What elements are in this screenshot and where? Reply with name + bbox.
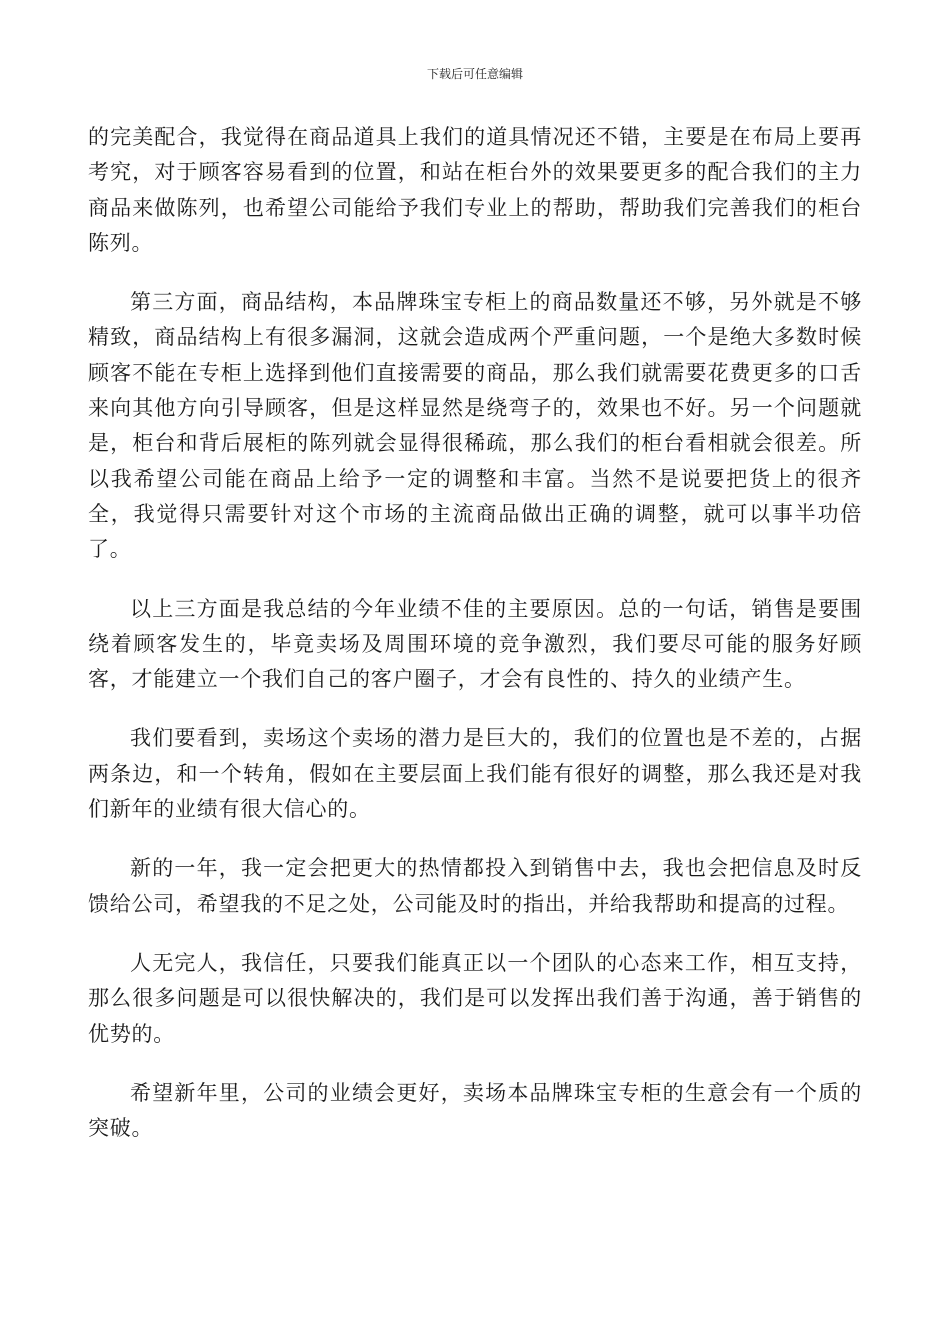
paragraph: 新的一年，我一定会把更大的热情都投入到销售中去，我也会把信息及时反馈给公司，希望我的不足之处，公司能及时的指出，并给我帮助和提高的过程。 bbox=[88, 856, 862, 916]
paragraph: 以上三方面是我总结的今年业绩不佳的主要原因。总的一句话，销售是要围绕着顾客发生的，毕竟卖场及周围环境的竞争激烈，我们要尽可能的服务好顾客，才能建立一个我们自己的客户圈子，才会有良性的、持久的业绩产生。 bbox=[88, 596, 862, 692]
header-note: 下载后可任意编辑 bbox=[426, 67, 523, 81]
paragraph: 我们要看到，卖场这个卖场的潜力是巨大的，我们的位置也是不差的，占据两条边，和一个转角，假如在主要层面上我们能有很好的调整，那么我还是对我们新年的业绩有很大信心的。 bbox=[88, 726, 862, 822]
paragraph: 第三方面，商品结构，本品牌珠宝专柜上的商品数量还不够，另外就是不够精致，商品结构上有很多漏洞，这就会造成两个严重问题，一个是绝大多数时候顾客不能在专柜上选择到他们直接需要的商品，那么我们就需要花费更多的口舌来向其他方向引导顾客，但是这样显然是绕弯子的，效果也不好。另一个问题就是，柜台和背后展柜的陈列就会显得很稀疏，那么我们的柜台看相就会很差。所以我希望公司能在商品上给予一定的调整和丰富。当然不是说要把货上的很齐全，我觉得只需要针对这个市场的主流商品做出正确的调整，就可以事半功倍了。 bbox=[88, 290, 862, 562]
paragraph-continued: 的完美配合，我觉得在商品道具上我们的道具情况还不错，主要是在布局上要再考究，对于顾客容易看到的位置，和站在柜台外的效果要更多的配合我们的主力商品来做陈列，也希望公司能给予我们专业上的帮助，帮助我们完善我们的柜台陈列。 bbox=[88, 125, 862, 255]
paragraph: 人无完人，我信任，只要我们能真正以一个团队的心态来工作，相互支持，那么很多问题是可以很快解决的，我们是可以发挥出我们善于沟通，善于销售的优势的。 bbox=[88, 950, 862, 1046]
paragraph: 希望新年里，公司的业绩会更好，卖场本品牌珠宝专柜的生意会有一个质的突破。 bbox=[88, 1080, 862, 1141]
document-body bbox=[88, 120, 862, 1170]
